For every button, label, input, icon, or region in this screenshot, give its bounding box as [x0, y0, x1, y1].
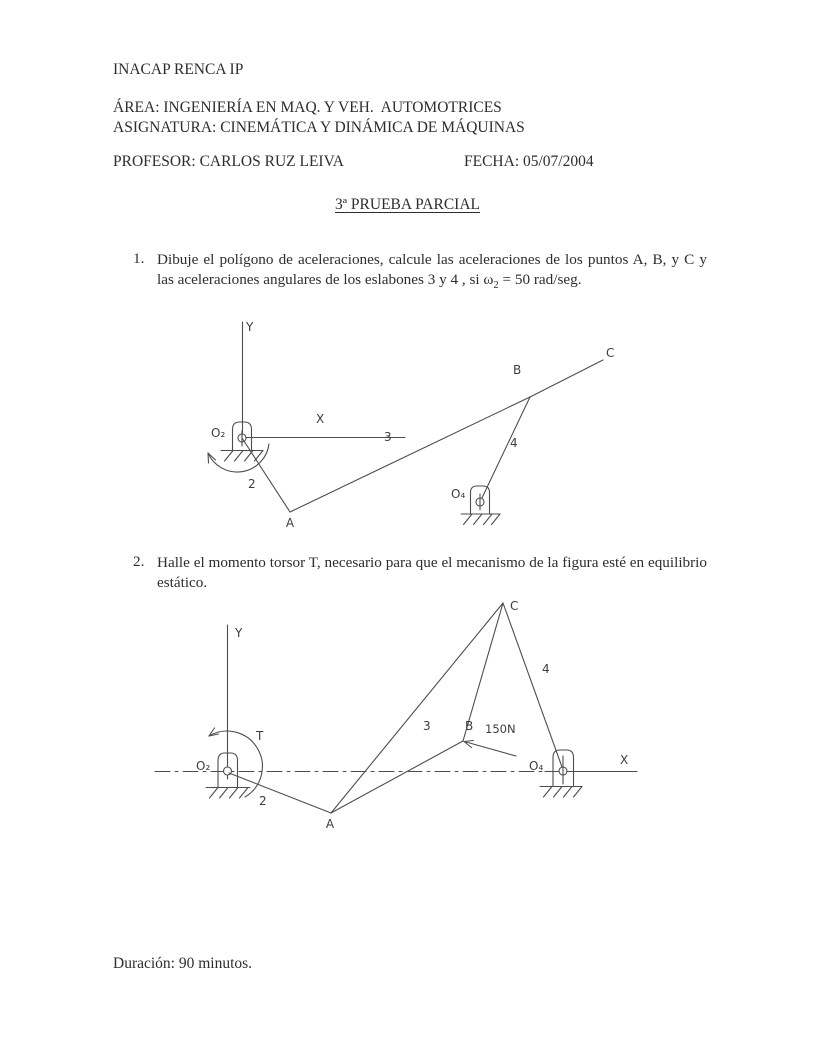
- d2-label-point-a: A: [325, 817, 335, 831]
- d2-label-o2: O₂: [196, 759, 211, 773]
- mechanism-diagram-2: [150, 593, 650, 838]
- d1-rotation-arrow: [208, 444, 269, 472]
- problem-2-number: 2.: [133, 553, 145, 570]
- institution-name: INACAP RENCA IP: [113, 61, 244, 78]
- d1-label-point-c: C: [606, 346, 615, 360]
- d1-label-point-b: B: [513, 363, 522, 377]
- d2-label-o4: O₄: [529, 759, 544, 773]
- d2-torque-arrow: [209, 728, 262, 797]
- d2-link-ac-line: [331, 603, 503, 813]
- d1-o2-ground-hatch: [225, 451, 264, 462]
- d2-label-link3: 3: [423, 719, 431, 733]
- d2-link-2-line: [229, 773, 331, 813]
- d2-force-arrow: [464, 741, 516, 757]
- d2-link-4-line: [503, 603, 562, 767]
- problem-1-text: [157, 250, 707, 289]
- d2-force-line: [466, 742, 516, 756]
- d1-label-o2: O₂: [211, 426, 226, 440]
- d2-label-link2: 2: [259, 794, 267, 808]
- d1-label-link3: 3: [384, 430, 392, 444]
- mechanism-diagram-1: [195, 315, 625, 533]
- d1-label-link4: 4: [510, 436, 518, 450]
- problem-1-text-part2: = 50 rad/seg.: [498, 270, 582, 288]
- d2-o4-ground-hatch: [544, 787, 583, 798]
- d2-pivot-o4: [540, 750, 582, 797]
- d2-label-point-c: C: [510, 599, 519, 613]
- d1-link-2-line: [242, 438, 290, 512]
- d1-label-o4: O₄: [451, 487, 466, 501]
- d1-pivot-o4: [461, 486, 500, 525]
- problem-2-text: Halle el momento torsor T, necesario para que el mecanismo de la figura esté en equilibrio estático.: [157, 554, 707, 591]
- d1-label-point-a: A: [285, 516, 295, 530]
- d1-link-bc-line: [530, 360, 603, 397]
- omega-subscript: 2: [493, 279, 499, 291]
- duration-note: Duración: 90 minutos.: [113, 955, 253, 972]
- d2-label-y-axis: Y: [235, 626, 243, 640]
- header-subject-line: ASIGNATURA: CINEMÁTICA Y DINÁMICA DE MÁQUINAS: [113, 119, 525, 136]
- d1-link-4-line: [481, 397, 530, 500]
- d2-o2-ground-hatch: [210, 788, 249, 799]
- header-area-line: ÁREA: INGENIERÍA EN MAQ. Y VEH. AUTOMOTRICES: [113, 99, 502, 116]
- d2-label-link4: 4: [542, 662, 550, 676]
- header-professor-line: PROFESOR: CARLOS RUZ LEIVA: [113, 153, 344, 170]
- problem-1-number: 1.: [133, 250, 145, 267]
- d2-label-x-axis: X: [620, 753, 629, 767]
- d2-link-ab-line: [331, 741, 463, 813]
- d1-label-x-axis: X: [316, 412, 325, 426]
- exam-title: 3ª PRUEBA PARCIAL: [335, 196, 480, 213]
- problem-1-text-part1: Dibuje el polígono de aceleraciones, calcule las aceleraciones de los puntos A, B, y C y las aceleraciones angulares de los eslabones 3 y 4 , si ω: [157, 251, 707, 288]
- header-date: FECHA: 05/07/2004: [464, 153, 594, 170]
- d2-label-point-b: B: [465, 719, 474, 733]
- d2-label-force-value: 150N: [485, 722, 516, 736]
- d2-label-torque: T: [256, 729, 264, 743]
- d1-rotation-arrowhead: [208, 453, 216, 463]
- d1-rotation-arc: [208, 444, 269, 472]
- d1-o4-ground-hatch: [464, 514, 501, 525]
- d1-label-y-axis: Y: [246, 320, 254, 334]
- d1-link-3-line: [290, 397, 530, 512]
- d1-label-link2: 2: [248, 477, 256, 491]
